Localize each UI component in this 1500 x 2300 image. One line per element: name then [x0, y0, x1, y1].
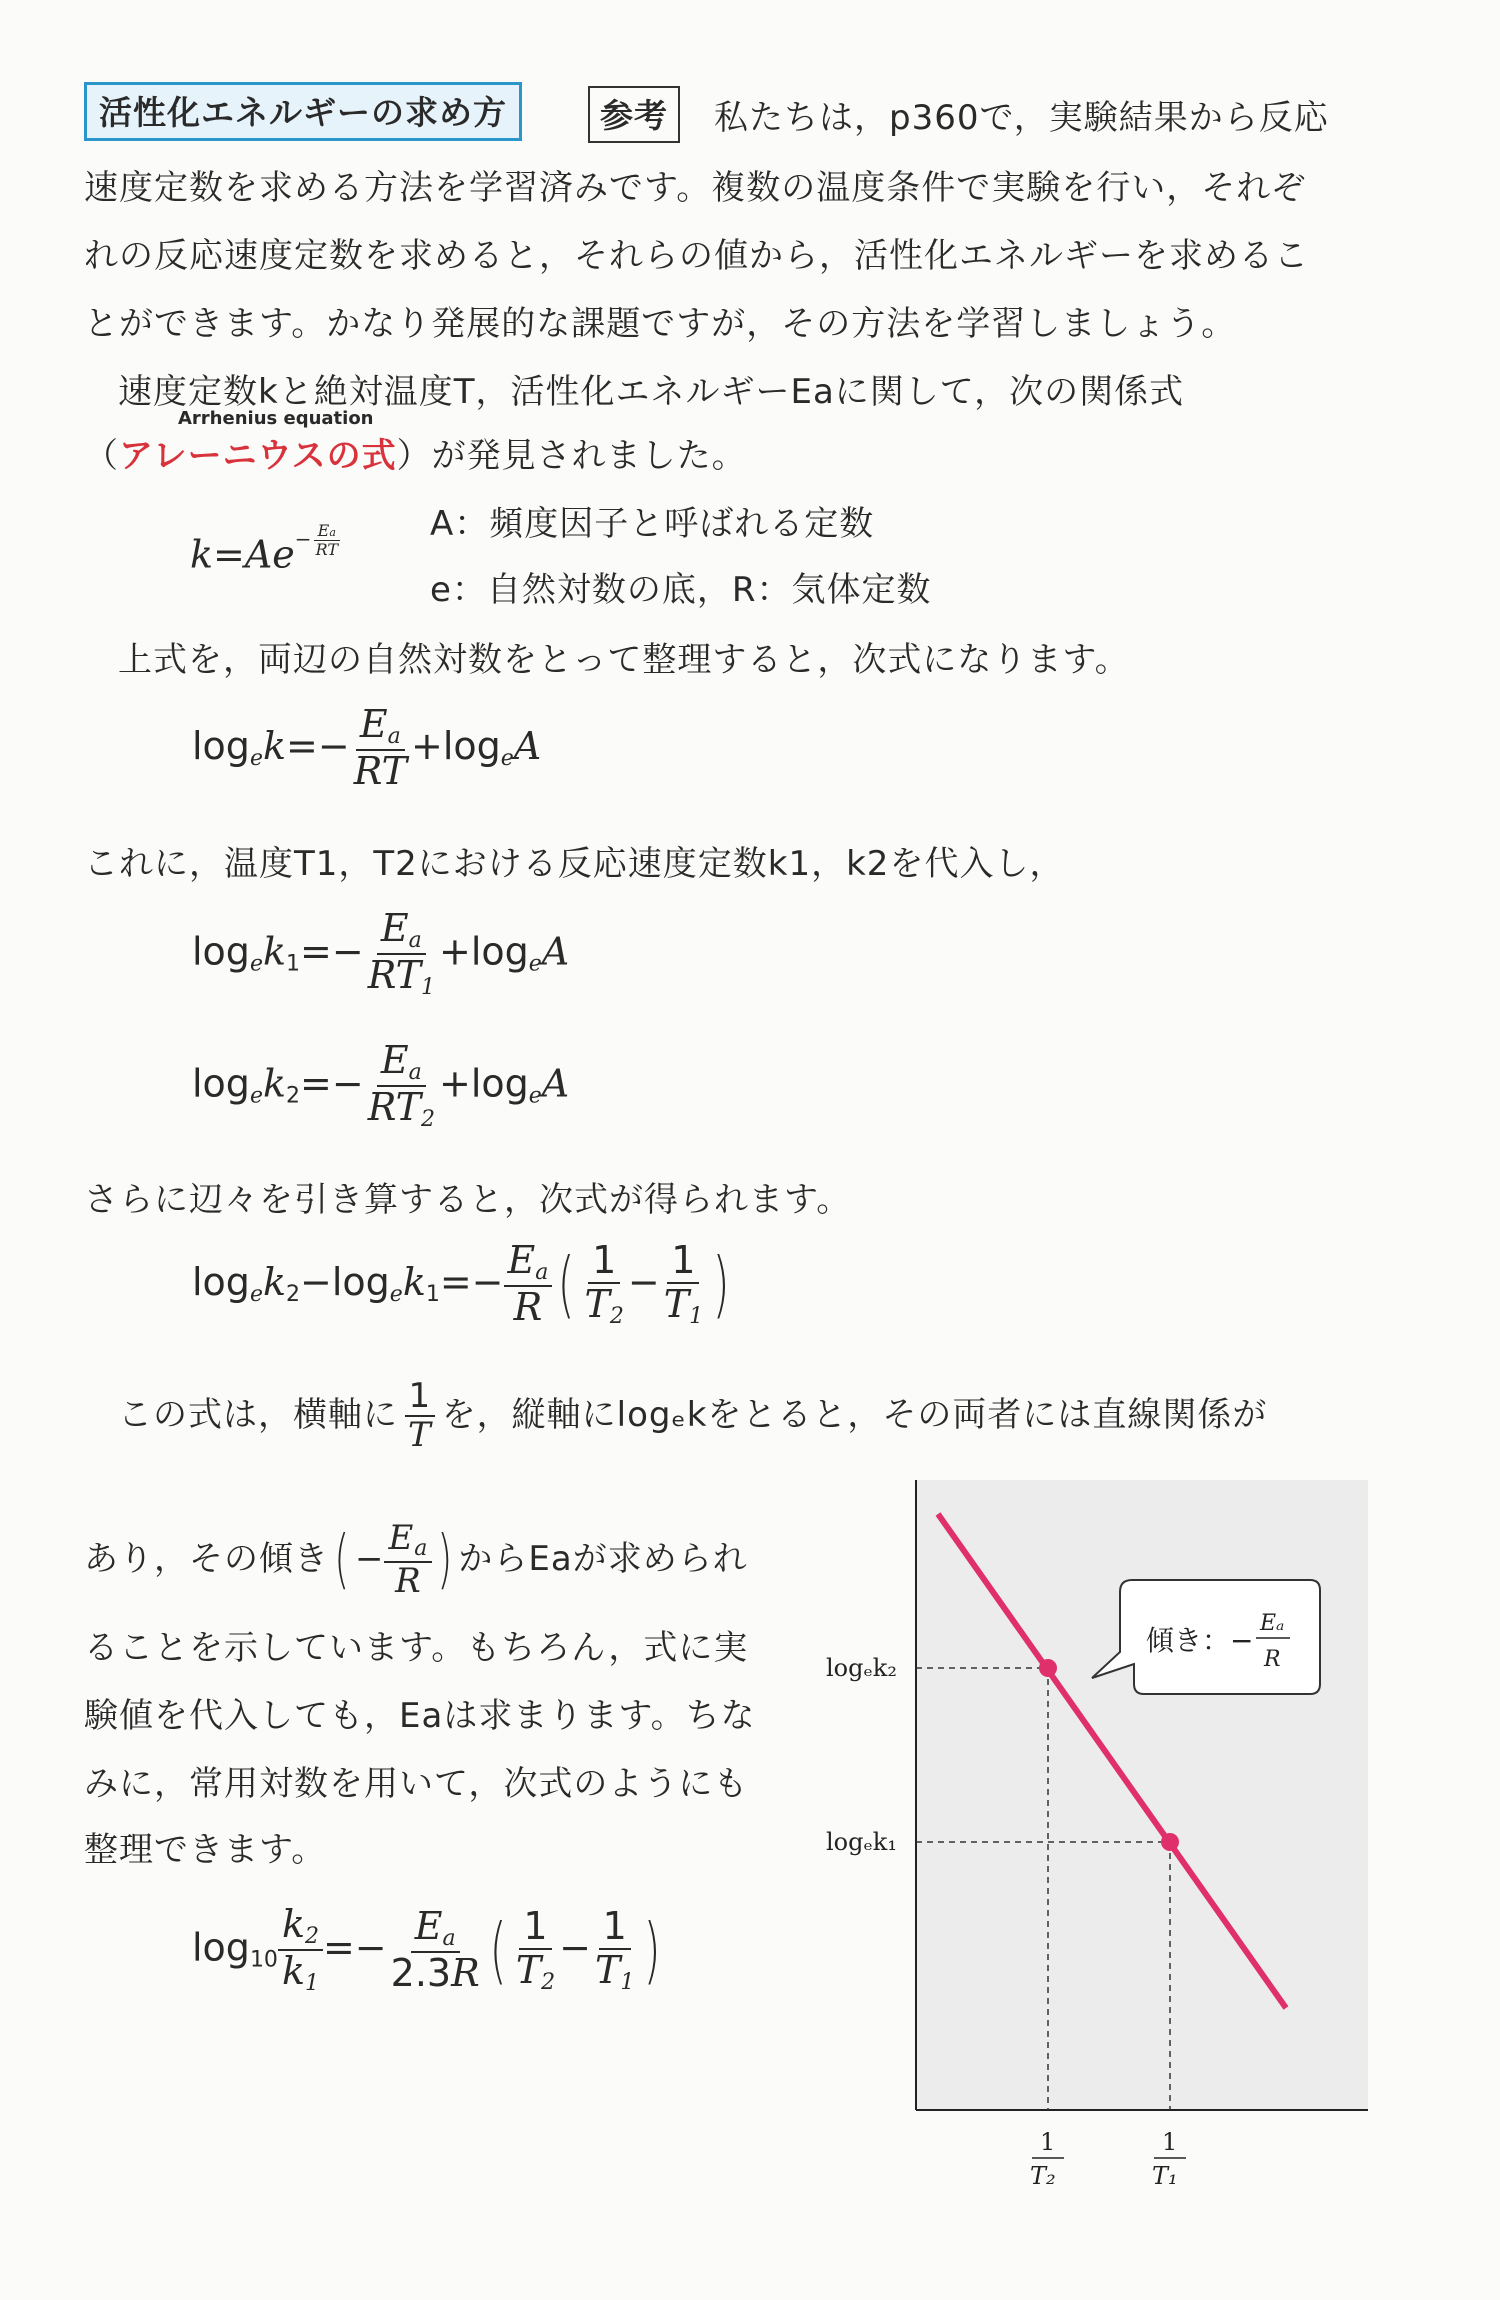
- eq-log-k2: $\log_ek_2=-$ $\frac{E_a}{RT_2}$ $+\log_eA$: [192, 1038, 570, 1133]
- def-e-R: e：自然対数の底，R：気体定数: [430, 570, 932, 610]
- eq-difference: $\log_ek_2-\log_ek_1=-$ $\frac{E_a}{R}$ ( $\frac{1}{T_2}$ − $\frac{1}{T_1}$ ): [192, 1238, 730, 1330]
- intro-line-1: 私たちは，p360で，実験結果から反応: [714, 98, 1329, 138]
- y-label-k2: logₑk₂: [826, 1654, 897, 1682]
- eq-log-k1: $\log_ek_1=-$ $\frac{E_a}{RT_1}$ $+\log_eA$: [192, 906, 570, 1001]
- text-t7: 験値を代入しても，Eaは求まります。ちな: [84, 1696, 756, 1736]
- arrhenius-formula: $k=Ae^{- \frac{Ea}{RT}}$: [190, 521, 338, 577]
- y-label-k1: logₑk₁: [826, 1828, 897, 1856]
- x-label-T1-den: T₁: [1152, 2162, 1178, 2190]
- eq-log-k: $\log_ek=-$ $\frac{E_a}{RT}$ $+\log_eA$: [192, 702, 542, 794]
- text-t6: ることを示しています。もちろん，式に実: [84, 1628, 749, 1668]
- text-t4: この式は，横軸に $\frac{1}{T}$ を，縦軸にlogₑkをとると，その両者には直線関係が: [118, 1376, 1268, 1456]
- text-t8: みに，常用対数を用いて，次式のようにも: [84, 1764, 749, 1804]
- slope-label: 傾き：−: [1146, 1624, 1254, 1657]
- def-A: A：頻度因子と呼ばれる定数: [430, 504, 875, 544]
- arrhenius-jp: アレーニウスの式: [119, 436, 397, 476]
- intro-line-4: とができます。かなり発展的な課題ですが，その方法を学習しましょう。: [84, 304, 1237, 344]
- eq-common-log: $\log_{10}$ $\frac{k_2}{k_1}$ =− $\frac{E_a}{2.3R}$ ( $\frac{1}{T_2}$ − $\frac{1}{T_1}$ ): [192, 1902, 661, 1997]
- reference-tag: 参考: [588, 86, 680, 143]
- arrhenius-english: Arrhenius equation: [178, 408, 374, 429]
- section-title: 活性化エネルギーの求め方: [84, 82, 522, 141]
- point-k2: [1039, 1659, 1057, 1677]
- x-label-T2-den: T₂: [1030, 2162, 1056, 2190]
- para2-line1: 速度定数kと絶対温度T，活性化エネルギーEaに関して，次の関係式: [118, 372, 1185, 412]
- slope-Ea: Eₐ: [1260, 1611, 1285, 1636]
- text-t5: あり，その傾き( − $\frac{E_a}{R}$ ) からEaが求められ: [84, 1518, 748, 1602]
- text-t9: 整理できます。: [84, 1830, 327, 1870]
- slope-R: R: [1264, 1647, 1281, 1672]
- para2-line2: （アレーニウスの式）が発見されました。: [84, 436, 747, 476]
- intro-line-2: 速度定数を求める方法を学習済みです。複数の温度条件で実験を行い，それぞ: [84, 168, 1307, 208]
- point-k1: [1161, 1833, 1179, 1851]
- x-label-T2-num: 1: [1040, 2128, 1056, 2156]
- text-t3: さらに辺々を引き算すると，次式が得られます。: [84, 1180, 852, 1220]
- text-t1: 上式を，両辺の自然対数をとって整理すると，次式になります。: [118, 640, 1130, 680]
- x-label-T1-num: 1: [1162, 2128, 1178, 2156]
- arrhenius-plot: [820, 1470, 1380, 2200]
- intro-line-3: れの反応速度定数を求めると，それらの値から，活性化エネルギーを求めるこ: [84, 236, 1309, 276]
- text-t2: これに，温度T1，T2における反応速度定数k1，k2を代入し，: [84, 844, 1065, 884]
